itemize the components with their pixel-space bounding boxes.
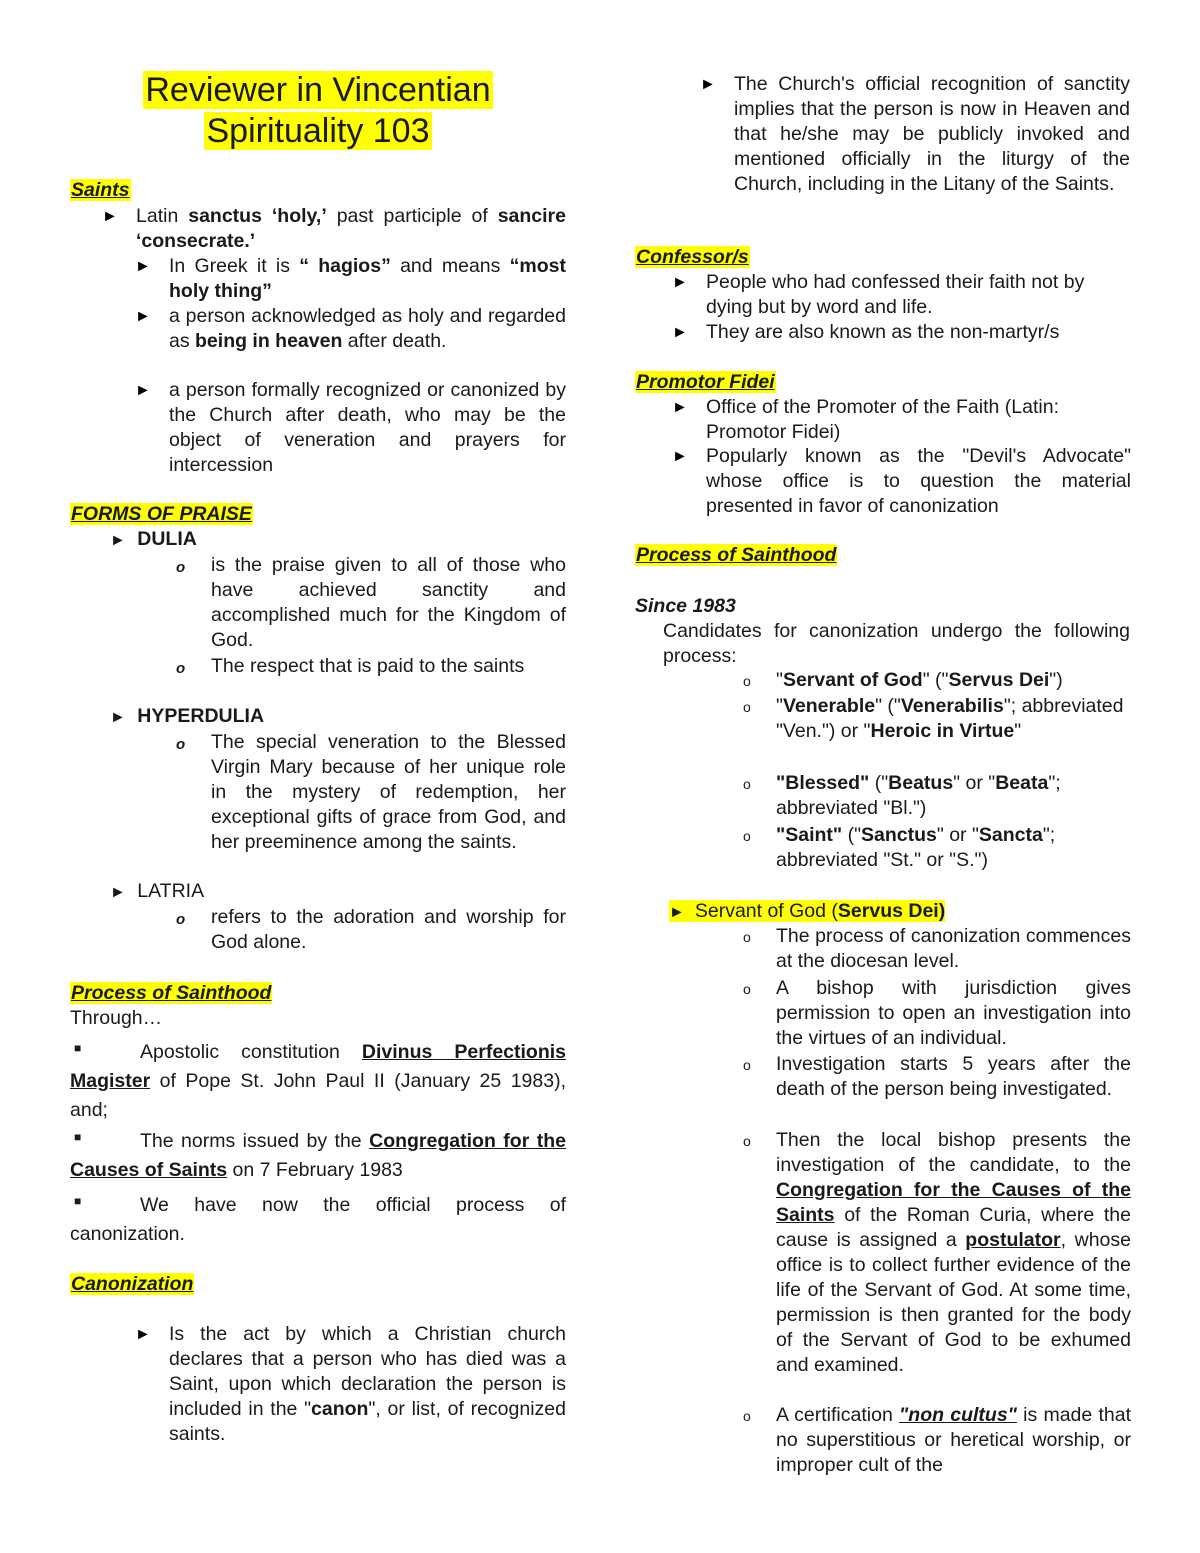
recognition-paragraph: ► The Church's official recognition of sanctity implies that the person is now in Heaven and that he/she may be publicly invoked and mentioned officially in the liturgy of the Church, including in the Litany of the Saints. <box>700 73 1130 195</box>
arrow-bullet-icon: ► <box>135 308 151 325</box>
dulia-item-1: o is the praise given to all of those who have achieved sanctity and accomplished much for the Kingdom of God. <box>176 554 566 651</box>
process-of-sainthood-heading: Process of Sainthood <box>636 544 837 566</box>
confessor-heading-wrap <box>635 245 750 270</box>
canon-heading-wrap <box>70 1272 194 1297</box>
circle-bullet-icon: o <box>176 911 186 928</box>
arrow-bullet-icon: ► <box>700 76 716 93</box>
stage-servant-of-god: o "Servant of God" ("Servus Dei") <box>776 668 1131 693</box>
arrow-bullet-icon: ► <box>110 884 126 901</box>
document-title <box>70 70 566 152</box>
arrow-bullet-icon: ► <box>135 382 151 399</box>
circle-bullet-icon: o <box>176 736 186 753</box>
through-text: Through… <box>70 1007 163 1029</box>
stage-blessed: o "Blessed" ("Beatus" or "Beata"; abbreviated "Bl.") <box>743 772 1061 819</box>
arrow-bullet-icon: ► <box>672 274 688 291</box>
process-of-sainthood-heading: Process of Sainthood <box>71 982 272 1004</box>
stage-saint: o "Saint" ("Sanctus" or "Sancta"; abbreviated "St." or "S.") <box>743 824 1056 871</box>
confessor-item-1: ► People who had confessed their faith not by dying but by word and life. <box>672 271 1085 318</box>
servant-of-god-subheading: ► Servant of God (Servus Dei) <box>669 900 946 922</box>
arrow-bullet-icon: ► <box>672 324 688 341</box>
circle-bullet-icon: o <box>743 673 751 689</box>
square-bullet-icon: ■ <box>74 1130 82 1144</box>
circle-bullet-icon: o <box>743 699 751 715</box>
saints-heading: Saints <box>71 179 130 201</box>
saints-item-3: ► a person acknowledged as holy and regarded as being in heaven after death. <box>135 305 566 352</box>
saints-item-4: ► a person formally recognized or canonized by the Church after death, who may be the object of veneration and prayers for intercession <box>135 379 566 476</box>
saints-heading-wrap <box>70 178 131 203</box>
saints-item-2: ► In Greek it is “ hagios” and means “most holy thing” <box>135 255 566 302</box>
dulia-item-2: o The respect that is paid to the saints <box>211 654 566 679</box>
servant-item-3: o Investigation starts 5 years after the death of the person being investigated. <box>743 1053 1131 1100</box>
stage-venerable: o "Venerable" ("Venerabilis"; abbreviated "Ven.") or "Heroic in Virtue" <box>743 695 1124 742</box>
process-item-3: ■ We have now the official process of canonization. <box>70 1191 566 1249</box>
promotor-item-1: ► Office of the Promoter of the Faith (Latin: Promotor Fidei) <box>672 396 1059 443</box>
right-process-heading-wrap <box>635 543 837 568</box>
process-item-1: ■ Apostolic constitution Divinus Perfectionis Magister of Pope St. John Paul II (January 25 1983), and; <box>70 1038 566 1125</box>
title-line-2: Spirituality 103 <box>206 112 430 150</box>
promotor-heading-wrap <box>635 370 776 395</box>
hyperdulia-label-wrap <box>110 704 264 730</box>
left-process-heading-wrap <box>70 981 272 1006</box>
circle-bullet-icon: o <box>743 1408 751 1424</box>
promotor-fidei-heading: Promotor Fidei <box>636 371 775 393</box>
hyperdulia-item-1: o The special veneration to the Blessed Virgin Mary because of her unique role in the mystery of redemption, her exceptional gifts of grace from God, and her preeminence among the saints. <box>176 731 566 853</box>
arrow-bullet-icon: ► <box>102 208 118 225</box>
square-bullet-icon: ■ <box>74 1194 82 1208</box>
circle-bullet-icon: o <box>743 981 751 997</box>
latria-item-1: o refers to the adoration and worship for God alone. <box>176 906 566 953</box>
servant-item-1: o The process of canonization commences at the diocesan level. <box>743 925 1131 972</box>
circle-bullet-icon: o <box>743 1057 751 1073</box>
circle-bullet-icon: o <box>743 929 751 945</box>
canonization-item-1: ► Is the act by which a Christian church declares that a person who has died was a Saint, upon which declaration the person is included in the "canon", or list, of recognized saints. <box>135 1323 566 1445</box>
latria-label-wrap <box>110 879 204 905</box>
arrow-bullet-icon: ► <box>135 1326 151 1343</box>
confessor-item-2: ► They are also known as the non-martyr/s <box>672 321 1060 343</box>
candidates-paragraph: Candidates for canonization undergo the following process: <box>663 620 1130 667</box>
forms-heading-wrap <box>70 502 253 527</box>
servant-item-5: o A certification "non cultus" is made that no superstitious or heretical worship, or improper cult of the <box>743 1404 1132 1476</box>
square-bullet-icon: ■ <box>74 1041 82 1055</box>
circle-bullet-icon: o <box>176 660 186 677</box>
title-line-1: Reviewer in Vincentian <box>145 71 491 109</box>
arrow-bullet-icon: ► <box>110 709 126 726</box>
hyperdulia-label: HYPERDULIA <box>137 705 265 727</box>
arrow-bullet-icon: ► <box>672 448 688 465</box>
since-1983-label: Since 1983 <box>635 595 736 617</box>
arrow-bullet-icon: ► <box>110 532 126 549</box>
circle-bullet-icon: o <box>743 1133 751 1149</box>
arrow-bullet-icon: ► <box>672 399 688 416</box>
confessors-heading: Confessor/s <box>636 246 749 268</box>
servant-item-2: o A bishop with jurisdiction gives permission to open an investigation into the virtues of an individual. <box>743 977 1131 1049</box>
canonization-heading: Canonization <box>71 1273 194 1295</box>
arrow-bullet-icon: ► <box>669 904 685 921</box>
process-item-2: ■ The norms issued by the Congregation for the Causes of Saints on 7 February 1983 <box>70 1127 566 1185</box>
circle-bullet-icon: o <box>176 559 186 576</box>
circle-bullet-icon: o <box>743 776 751 792</box>
saints-item-1: ► Latin sanctus ‘holy,’ past participle of sancire ‘consecrate.’ <box>102 205 566 252</box>
dulia-label: DULIA <box>137 528 197 550</box>
arrow-bullet-icon: ► <box>135 258 151 275</box>
latria-label: LATRIA <box>137 880 205 902</box>
dulia-label-wrap <box>110 527 197 553</box>
servant-item-4: o Then the local bishop presents the investigation of the candidate, to the Congregation for the Causes of the Saints of the Roman Curia, where the cause is assigned a postulator, whose office is to collect further evidence of the life of the Servant of God. At some time, permission is then granted for the body of the Servant of God to be exhumed and examined. <box>743 1129 1131 1376</box>
circle-bullet-icon: o <box>743 828 751 844</box>
promotor-item-2: ► Popularly known as the "Devil's Advocate" whose office is to question the material presented in favor of canonization <box>672 445 1131 517</box>
forms-of-praise-heading: FORMS OF PRAISE <box>71 503 252 525</box>
